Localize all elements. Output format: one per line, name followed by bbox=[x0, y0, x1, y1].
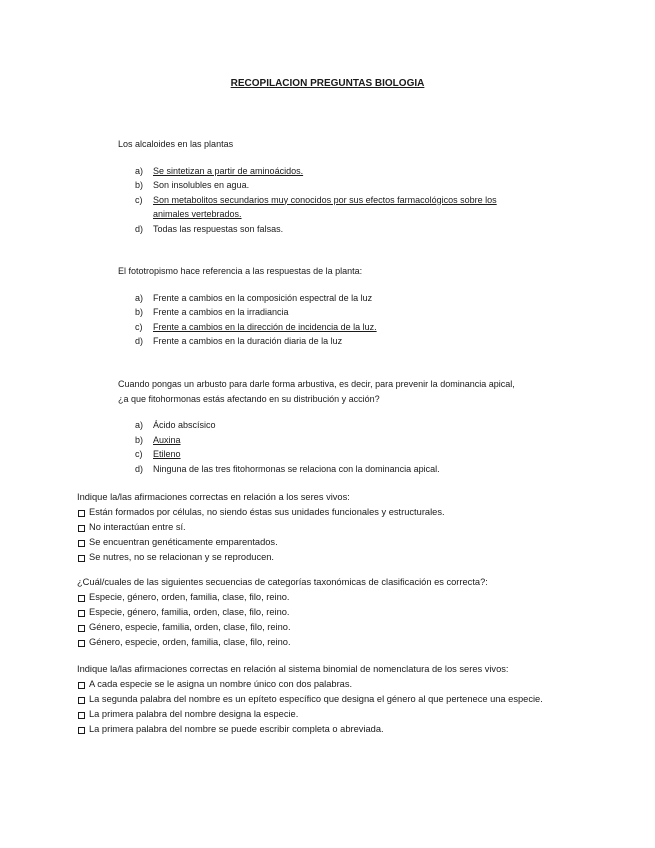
question-stem: ¿Cuál/cuales de las siguientes secuencias de categorías taxonómicas de clasificación es correcta?: bbox=[77, 577, 488, 587]
checkbox[interactable] bbox=[78, 712, 85, 719]
option-text: Especie, género, orden, familia, clase, filo, reino. bbox=[89, 592, 290, 602]
checkbox-option[interactable] bbox=[77, 535, 587, 550]
options-list bbox=[118, 291, 538, 349]
option-text: A cada especie se le asigna un nombre único con dos palabras. bbox=[89, 679, 353, 689]
option-c bbox=[118, 193, 518, 222]
checkbox-option[interactable] bbox=[77, 505, 587, 520]
checkbox[interactable] bbox=[78, 625, 85, 632]
option-letter: b) bbox=[135, 307, 144, 317]
option-text: Frente a cambios en la duración diaria de la luz bbox=[153, 336, 343, 346]
checkbox-option[interactable] bbox=[77, 590, 587, 605]
checkbox-option[interactable] bbox=[77, 707, 587, 722]
option-b bbox=[118, 178, 538, 193]
question-stem: Cuando pongas un arbusto para darle forma arbustiva, es decir, para prevenir la dominancia apical, ¿a que fitohormonas estás afectando en su distribución y acción? bbox=[118, 379, 515, 404]
option-text: La primera palabra del nombre designa la especie. bbox=[89, 709, 299, 719]
option-d bbox=[118, 222, 538, 237]
option-text: Ácido abscísico bbox=[153, 420, 216, 430]
option-letter: b) bbox=[135, 434, 144, 445]
option-a bbox=[118, 164, 538, 179]
option-b bbox=[118, 433, 518, 448]
option-text: Etileno bbox=[153, 449, 181, 459]
option-text: Son insolubles en agua. bbox=[153, 180, 250, 190]
option-a bbox=[118, 291, 538, 306]
question-fitohormonas bbox=[118, 377, 518, 476]
option-text: Se sintetizan a partir de aminoácidos. bbox=[153, 165, 304, 176]
checkbox[interactable] bbox=[78, 727, 85, 734]
option-d bbox=[118, 334, 538, 349]
checkbox[interactable] bbox=[78, 555, 85, 562]
checkbox-option[interactable] bbox=[77, 520, 587, 535]
question-seres-vivos bbox=[77, 490, 587, 565]
question-nomenclatura-binomial bbox=[77, 662, 587, 737]
option-letter: c) bbox=[135, 449, 143, 459]
option-text: Se encuentran genéticamente emparentados. bbox=[89, 537, 278, 547]
options-list bbox=[118, 418, 518, 476]
option-text: Se nutres, no se relacionan y se reproducen. bbox=[89, 552, 275, 562]
checkbox-option[interactable] bbox=[77, 550, 587, 565]
checkbox-option[interactable] bbox=[77, 605, 587, 620]
checkbox[interactable] bbox=[78, 525, 85, 532]
option-text: Género, especie, familia, orden, clase, filo, reino. bbox=[89, 622, 291, 632]
checkbox-option[interactable] bbox=[77, 692, 587, 707]
question-stem: Los alcaloides en las plantas bbox=[118, 139, 234, 149]
option-text: Están formados por células, no siendo éstas sus unidades funcionales y estructurales. bbox=[89, 507, 445, 517]
option-text: Frente a cambios en la irradiancia bbox=[153, 307, 289, 317]
checkbox-option[interactable] bbox=[77, 722, 587, 737]
checkbox[interactable] bbox=[78, 595, 85, 602]
option-letter: a) bbox=[135, 165, 144, 176]
option-letter: d) bbox=[135, 223, 144, 234]
checkbox-option[interactable] bbox=[77, 620, 587, 635]
question-taxonomia bbox=[77, 575, 587, 650]
option-letter: b) bbox=[135, 180, 144, 190]
option-text: Ninguna de las tres fitohormonas se relaciona con la dominancia apical. bbox=[153, 463, 440, 474]
option-text: Género, especie, orden, familia, clase, filo, reino. bbox=[89, 637, 291, 647]
checkbox[interactable] bbox=[78, 640, 85, 647]
question-alcaloides bbox=[118, 137, 538, 236]
option-d bbox=[118, 462, 518, 477]
option-letter: c) bbox=[135, 321, 143, 332]
option-text: Especie, género, familia, orden, clase, filo, reino. bbox=[89, 607, 290, 617]
option-letter: d) bbox=[135, 463, 144, 474]
option-text: No interactúan entre sí. bbox=[89, 522, 186, 532]
option-c bbox=[118, 320, 538, 335]
option-text: Frente a cambios en la composición espectral de la luz bbox=[153, 292, 373, 303]
document-title: RECOPILACION PREGUNTAS BIOLOGIA bbox=[230, 78, 425, 89]
option-text: Todas las respuestas son falsas. bbox=[153, 223, 284, 234]
option-text: Auxina bbox=[153, 434, 181, 445]
option-a bbox=[118, 418, 518, 433]
checkbox[interactable] bbox=[78, 510, 85, 517]
checkbox[interactable] bbox=[78, 697, 85, 704]
option-text: La segunda palabra del nombre es un epíteto específico que designa el género al que pertenece una especie. bbox=[89, 694, 543, 704]
checkbox-option[interactable] bbox=[77, 677, 587, 692]
question-stem: Indique la/las afirmaciones correctas en relación a los seres vivos: bbox=[77, 492, 350, 502]
option-letter: c) bbox=[135, 194, 143, 205]
option-text: Frente a cambios en la dirección de incidencia de la luz. bbox=[153, 321, 377, 332]
question-fototropismo bbox=[118, 264, 538, 349]
options-list bbox=[118, 164, 538, 237]
option-text: Son metabolitos secundarios muy conocidos por sus efectos farmacológicos sobre los animales vertebrados. bbox=[153, 194, 497, 219]
option-text: La primera palabra del nombre se puede escribir completa o abreviada. bbox=[89, 724, 384, 734]
checkbox[interactable] bbox=[78, 682, 85, 689]
option-letter: a) bbox=[135, 292, 144, 303]
checkbox-option[interactable] bbox=[77, 635, 587, 650]
option-c bbox=[118, 447, 518, 462]
checkbox[interactable] bbox=[78, 610, 85, 617]
checkbox[interactable] bbox=[78, 540, 85, 547]
question-stem: Indique la/las afirmaciones correctas en relación al sistema binomial de nomenclatura de los seres vivos: bbox=[77, 664, 509, 674]
option-letter: a) bbox=[135, 420, 144, 430]
question-stem: El fototropismo hace referencia a las respuestas de la planta: bbox=[118, 266, 363, 276]
option-b bbox=[118, 305, 538, 320]
option-letter: d) bbox=[135, 336, 144, 346]
